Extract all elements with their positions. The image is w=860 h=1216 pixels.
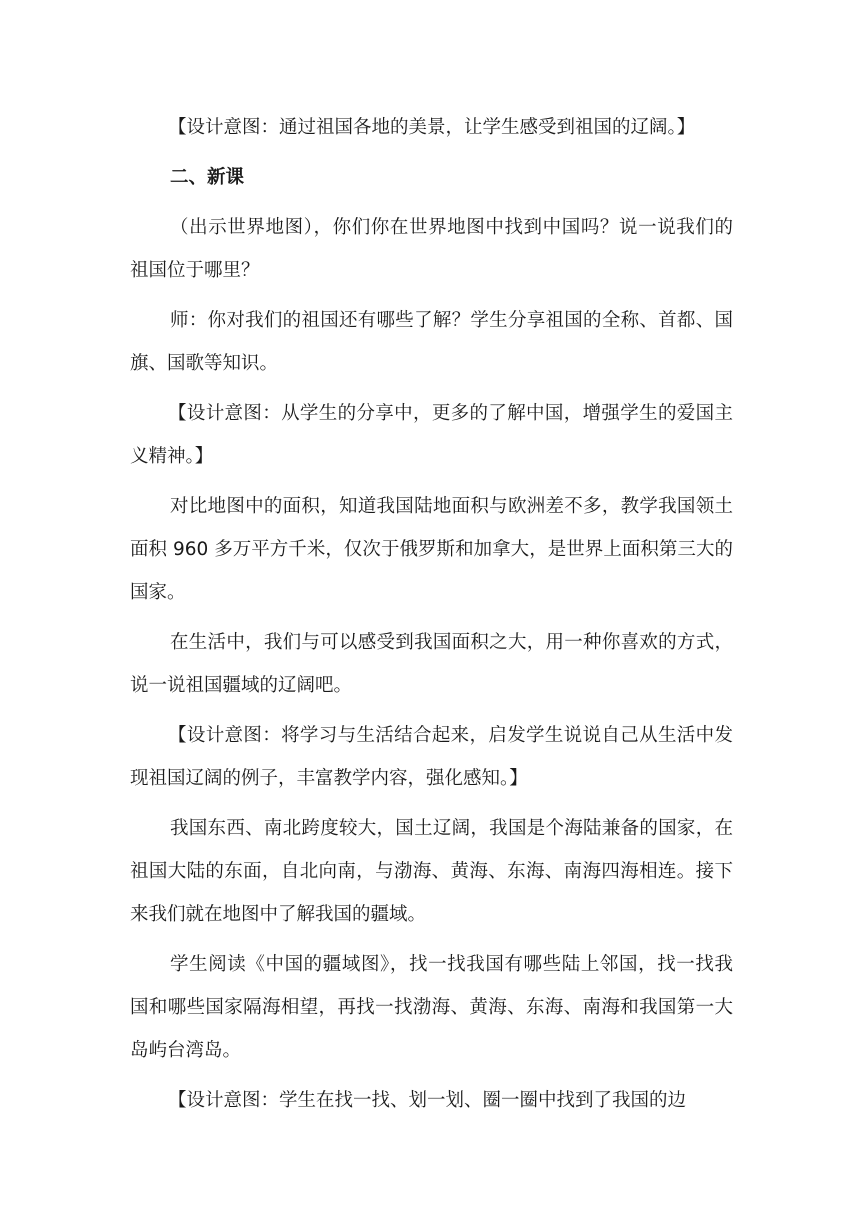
- body-paragraph: 师：你对我们的祖国还有哪些了解？学生分享祖国的全称、首都、国旗、国歌等知识。: [130, 310, 733, 374]
- design-intent-paragraph: 【设计意图：通过祖国各地的美景，让学生感受到祖国的辽阔。】: [168, 117, 696, 138]
- body-paragraph: 我国东西、南北跨度较大，国土辽阔，我国是个海陆兼备的国家，在祖国大陆的东面，自北向南，与渤海、黄海、东海、南海四海相连。接下来我们就在地图中了解我国的疆域。: [130, 818, 733, 925]
- section-heading: 二、新课: [170, 167, 245, 188]
- body-paragraph: 对比地图中的面积，知道我国陆地面积与欧洲差不多，教学我国领土面积 960 多万平方千米，仅次于俄罗斯和加拿大，是世界上面积第三大的国家。: [130, 496, 733, 603]
- design-intent-paragraph: 【设计意图：将学习与生活结合起来，启发学生说说自己从生活中发现祖国辽阔的例子，丰富教学内容，强化感知。】: [130, 725, 733, 789]
- design-intent-paragraph: 【设计意图：从学生的分享中，更多的了解中国，增强学生的爱国主义精神。】: [130, 403, 733, 467]
- body-paragraph: （出示世界地图），你们你在世界地图中找到中国吗？说一说我们的祖国位于哪里？: [130, 217, 733, 281]
- design-intent-paragraph: 【设计意图：学生在找一找、划一划、圈一圈中找到了我国的边: [168, 1090, 687, 1111]
- body-paragraph: 学生阅读《中国的疆域图》，找一找我国有哪些陆上邻国，找一找我国和哪些国家隔海相望，再找一找渤海、黄海、东海、南海和我国第一大岛屿台湾岛。: [130, 954, 733, 1061]
- body-paragraph: 在生活中，我们与可以感受到我国面积之大，用一种你喜欢的方式，说一说祖国疆域的辽阔吧。: [130, 632, 733, 696]
- document-body: [130, 106, 733, 1129]
